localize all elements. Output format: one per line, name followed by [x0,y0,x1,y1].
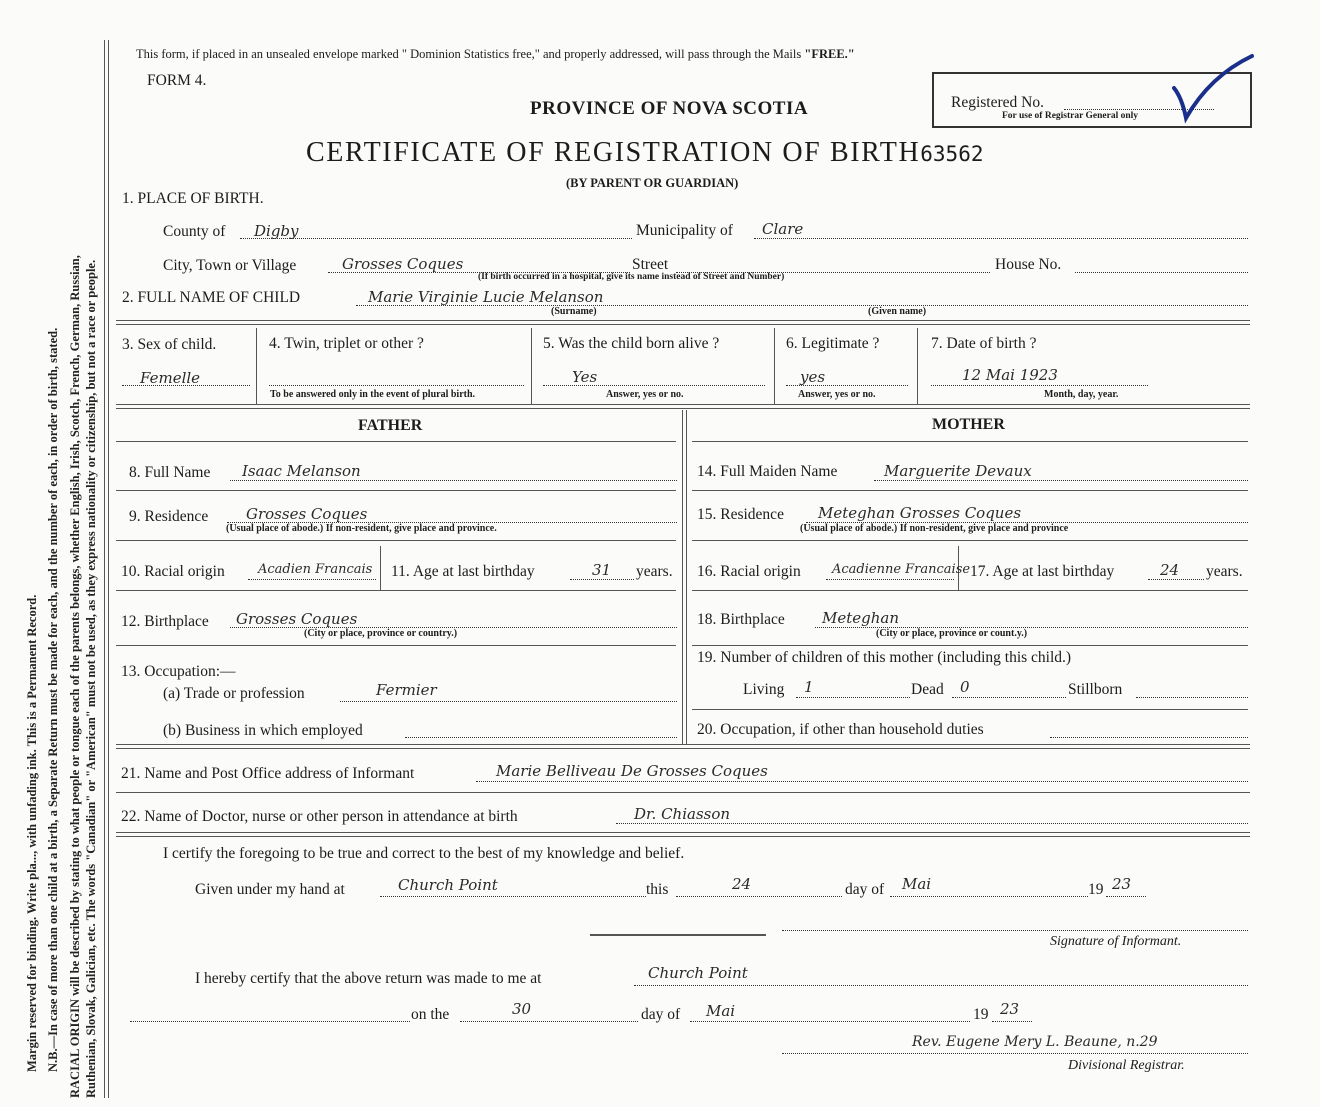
mother-stillborn-label: Stillborn [1068,681,1123,698]
rule-3 [116,744,1250,749]
short-rule [590,934,766,936]
year-prefix: 19 [1088,881,1104,898]
margin-note-binding: Margin reserved for binding. Write pla..., with unfading ink. This is a Permanent Record. [25,594,39,1072]
twin-note: To be answered only in the event of plural birth. [270,389,476,400]
father-racial-value: Acadien Francais [258,562,373,577]
mother-living-value: 1 [804,678,814,696]
return-label: I hereby certify that the above return was made to me at [195,970,542,987]
child-name-label: 2. FULL NAME OF CHILD [122,289,301,306]
given-place-value: Church Point [398,876,498,894]
mother-age-unit: years. [1206,563,1243,580]
twin-label: 4. Twin, triplet or other ? [269,335,424,352]
certificate-subtitle: (BY PARENT OR GUARDIAN) [566,176,739,190]
mother-birthplace-value: Meteghan [822,609,900,627]
given-name-note: (Given name) [868,306,927,317]
mother-residence-value: Meteghan Grosses Coques [818,504,1022,522]
father-racial-label: 10. Racial origin [121,563,225,580]
form-number: FORM 4. [147,72,207,89]
on-day-value: 30 [512,1000,532,1018]
dob-label: 7. Date of birth ? [931,335,1037,352]
mother-dead-label: Dead [911,681,944,698]
registered-label: Registered No. [951,94,1044,111]
father-residence-label: 9. Residence [129,508,209,525]
mother-racial-value: Acadienne Francaise [832,562,971,577]
on-year-value: 23 [1000,1000,1020,1018]
certificate-number: 63562 [920,142,984,166]
father-birthplace-note: (City or place, province or country.) [304,628,458,639]
rule-4 [116,832,1250,837]
mother-occupation-label: 20. Occupation, if other than household duties [697,721,984,738]
father-trade-label: (a) Trade or profession [163,685,305,702]
binding-margin-rule [104,40,109,1098]
father-birthplace-label: 12. Birthplace [121,613,209,630]
on-month-value: Mai [706,1002,736,1020]
registrar-signature: Rev. Eugene Mery L. Beaune, n.29 [912,1034,1158,1050]
sex-label: 3. Sex of child. [122,336,217,353]
legitimate-value: yes [800,368,826,386]
child-name-value: Marie Virginie Lucie Melanson [368,288,604,306]
column-divider [682,410,687,744]
alive-value: Yes [572,368,598,386]
mother-racial-label: 16. Racial origin [697,563,801,580]
registered-note: For use of Registrar General only [1002,111,1139,121]
mother-dead-value: 0 [960,678,970,696]
municipality-value: Clare [762,220,804,238]
margin-note-racial-1: RACIAL ORIGIN will be described by stating to what people or tongue each of the parents belongs, whether English, Irish, Scotch, French, German, Russian, [68,255,82,1098]
mother-age-value: 24 [1160,561,1180,579]
mail-notice: This form, if placed in an unsealed envelope marked " Dominion Statistics free," and properly addressed, will pass through the Mails "FREE." [136,47,855,61]
father-residence-note: (Usual place of abode.) If non-resident, give place and province. [226,523,497,534]
dob-value: 12 Mai 1923 [962,366,1058,384]
father-birthplace-value: Grosses Coques [236,610,358,628]
informant-signature-label: Signature of Informant. [1050,934,1182,949]
rule-2 [116,404,1250,409]
surname-note: (Surname) [551,306,597,317]
checkmark-icon [1170,52,1260,124]
doctor-label: 22. Name of Doctor, nurse or other person in attendance at birth [121,808,518,825]
certify-statement: I certify the foregoing to be true and correct to the best of my knowledge and belief. [163,845,685,862]
county-value: Digby [254,222,299,240]
mother-heading: MOTHER [932,416,1005,433]
city-label: City, Town or Village [163,257,297,274]
place-heading: 1. PLACE OF BIRTH. [122,190,264,207]
street-label: Street [632,256,669,273]
father-age-value: 31 [592,561,612,579]
informant-value: Marie Belliveau De Grosses Coques [496,762,768,780]
mother-name-value: Marguerite Devaux [884,462,1032,480]
house-label: House No. [995,256,1062,273]
sex-value: Femelle [140,369,201,387]
rule-1 [116,320,1250,325]
father-age-unit: years. [636,563,673,580]
mother-children-label: 19. Number of children of this mother (including this child.) [697,649,1072,666]
day-of-label: day of [845,881,885,898]
mother-residence-note: (Usual place of abode.) If non-resident, give place and province [800,523,1069,534]
county-label: County of [163,223,226,240]
mother-age-label: 17. Age at last birthday [970,563,1115,580]
certificate-title: CERTIFICATE OF REGISTRATION OF BIRTH63562 [306,137,984,168]
registrar-label: Divisional Registrar. [1068,1058,1185,1073]
mother-birthplace-label: 18. Birthplace [697,611,785,628]
given-year-value: 23 [1112,875,1132,893]
city-value: Grosses Coques [342,255,464,273]
father-occupation-label: 13. Occupation:— [121,663,236,680]
municipality-label: Municipality of [636,222,733,239]
father-name-label: 8. Full Name [129,464,211,481]
father-age-label: 11. Age at last birthday [391,563,535,580]
doctor-value: Dr. Chiasson [634,805,731,823]
mother-living-label: Living [743,681,785,698]
mother-birthplace-note: (City or place, province or count.y.) [876,628,1028,639]
father-residence-value: Grosses Coques [246,505,368,523]
margin-note-nb: N.B.—In case of more than one child at a birth, a Separate Return must be made for each, and the number of each, in order of birth, stated. [46,327,60,1072]
province-title: PROVINCE OF NOVA SCOTIA [530,98,809,119]
year-prefix-2: 19 [973,1006,989,1023]
on-the-label: on the [411,1006,450,1023]
margin-note-racial-2: Ruthenian, Slovak, Galician, etc. The words "Canadian" or "American" must not be used, as they express nationality or citizenship, but not a race or people. [84,259,98,1098]
given-month-value: Mai [902,875,932,893]
day-of-label-2: day of [641,1006,681,1023]
given-day-value: 24 [732,875,752,893]
father-business-label: (b) Business in which employed [163,722,363,739]
father-trade-value: Fermier [376,681,437,699]
informant-label: 21. Name and Post Office address of Informant [121,765,415,782]
father-name-value: Isaac Melanson [242,462,361,480]
given-label: Given under my hand at [195,881,345,898]
street-note: (If birth occurred in a hospital, give its name instead of Street and Number) [478,272,785,282]
legitimate-label: 6. Legitimate ? [786,335,880,352]
mother-residence-label: 15. Residence [697,506,784,523]
father-heading: FATHER [358,417,423,434]
dob-note: Month, day, year. [1044,389,1119,400]
alive-note: Answer, yes or no. [606,389,684,400]
return-place-value: Church Point [648,964,748,982]
this-label: this [646,881,669,898]
legitimate-note: Answer, yes or no. [798,389,876,400]
alive-label: 5. Was the child born alive ? [543,335,720,352]
mother-name-label: 14. Full Maiden Name [697,463,838,480]
